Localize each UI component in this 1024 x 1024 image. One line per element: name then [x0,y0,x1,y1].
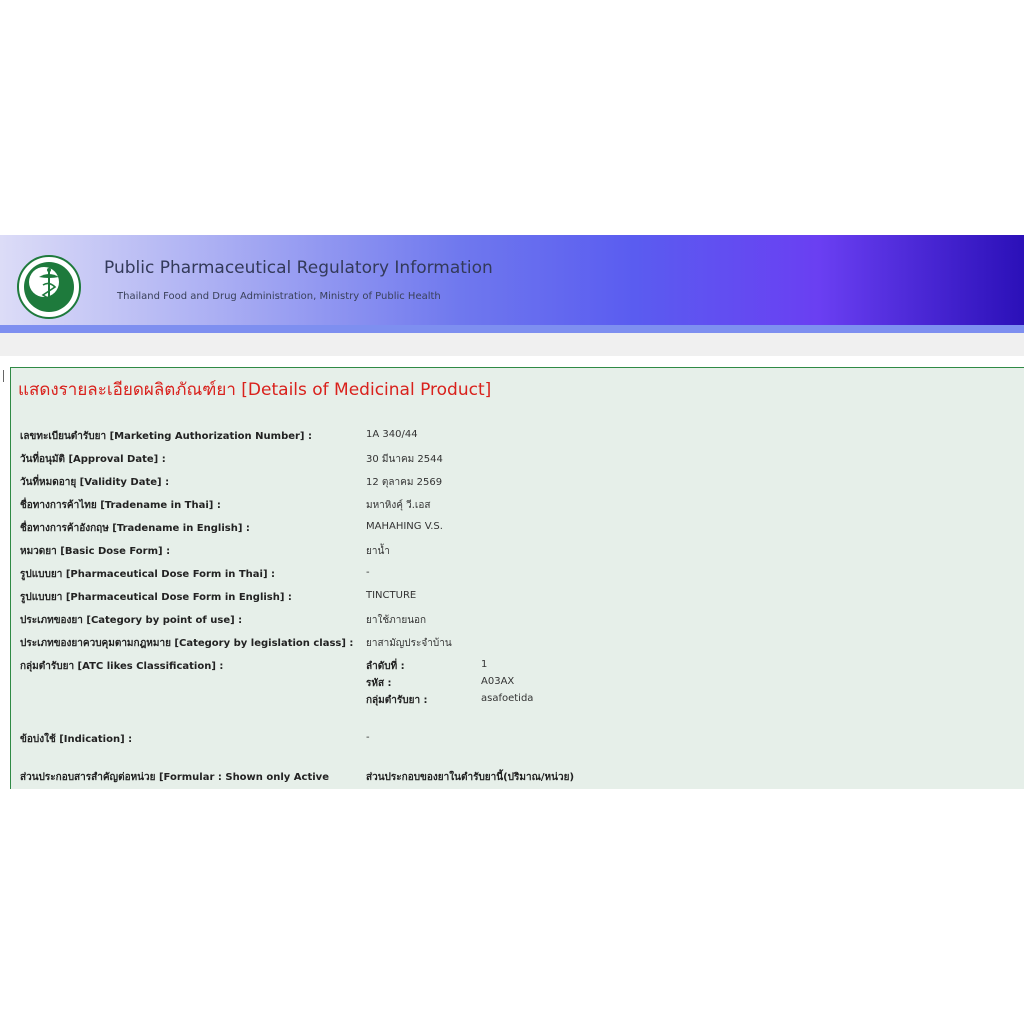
detail-label: ชื่อทางการค้าอังกฤษ [Tradename in English] : [20,523,250,534]
detail-label: วันที่อนุมัติ [Approval Date] : [20,454,166,465]
atc-code-label: รหัส : [366,678,392,689]
atc-order-label: ลำดับที่ : [366,661,405,672]
fda-seal-logo-icon[interactable] [17,255,81,319]
detail-value: ยาใช้ภายนอก [366,615,427,626]
detail-value: มหาหิงคุ์ วี.เอส [366,500,431,511]
detail-label: วันที่หมดอายุ [Validity Date] : [20,477,170,488]
header-subbar [0,333,1024,356]
detail-label: ประเภทของยาควบคุมตามกฎหมาย [Category by legislation class] : [20,638,354,649]
atc-group-label: กลุ่มตำรับยา : [366,695,428,706]
page-heading: แสดงรายละเอียดผลิตภัณฑ์ยา [Details of Medicinal Product] [18,380,492,400]
detail-label: เลขทะเบียนตำรับยา [Marketing Authorization Number] : [20,431,312,442]
detail-value: TINCTURE [366,590,417,601]
detail-label: ชื่อทางการค้าไทย [Tradename in Thai] : [20,500,221,511]
atc-group-value: asafoetida [481,693,534,704]
detail-label: รูปแบบยา [Pharmaceutical Dose Form in Thai] : [20,569,276,580]
text-cursor [3,370,4,382]
detail-label: ประเภทของยา [Category by point of use] : [20,615,243,626]
detail-label: หมวดยา [Basic Dose Form] : [20,546,171,557]
detail-value: - [366,567,370,578]
atc-code-value: A03AX [481,676,515,687]
header-accent-bar [0,325,1024,333]
detail-label: ส่วนประกอบสารสำคัญต่อหน่วย [Formular : Shown only Active [20,772,329,783]
detail-label: รูปแบบยา [Pharmaceutical Dose Form in English] : [20,592,292,603]
detail-value: MAHAHING V.S. [366,521,443,532]
formula-header: ส่วนประกอบของยาในตำรับยานี้(ปริมาณ/หน่วย) [366,772,575,783]
detail-value: 1A 340/44 [366,429,418,440]
product-details-panel [10,367,1024,789]
atc-order-value: 1 [481,659,488,670]
detail-value: ยาน้ำ [366,546,390,557]
detail-value: 30 มีนาคม 2544 [366,454,443,465]
site-header-banner [0,235,1024,325]
detail-label: ข้อบ่งใช้ [Indication] : [20,734,133,745]
site-title: Public Pharmaceutical Regulatory Information [104,258,493,278]
detail-value: 12 ตุลาคม 2569 [366,477,443,488]
site-subtitle: Thailand Food and Drug Administration, Ministry of Public Health [117,291,441,302]
detail-value: ยาสามัญประจำบ้าน [366,638,452,649]
detail-value: - [366,732,370,743]
detail-label: กลุ่มตำรับยา [ATC likes Classification] : [20,661,224,672]
